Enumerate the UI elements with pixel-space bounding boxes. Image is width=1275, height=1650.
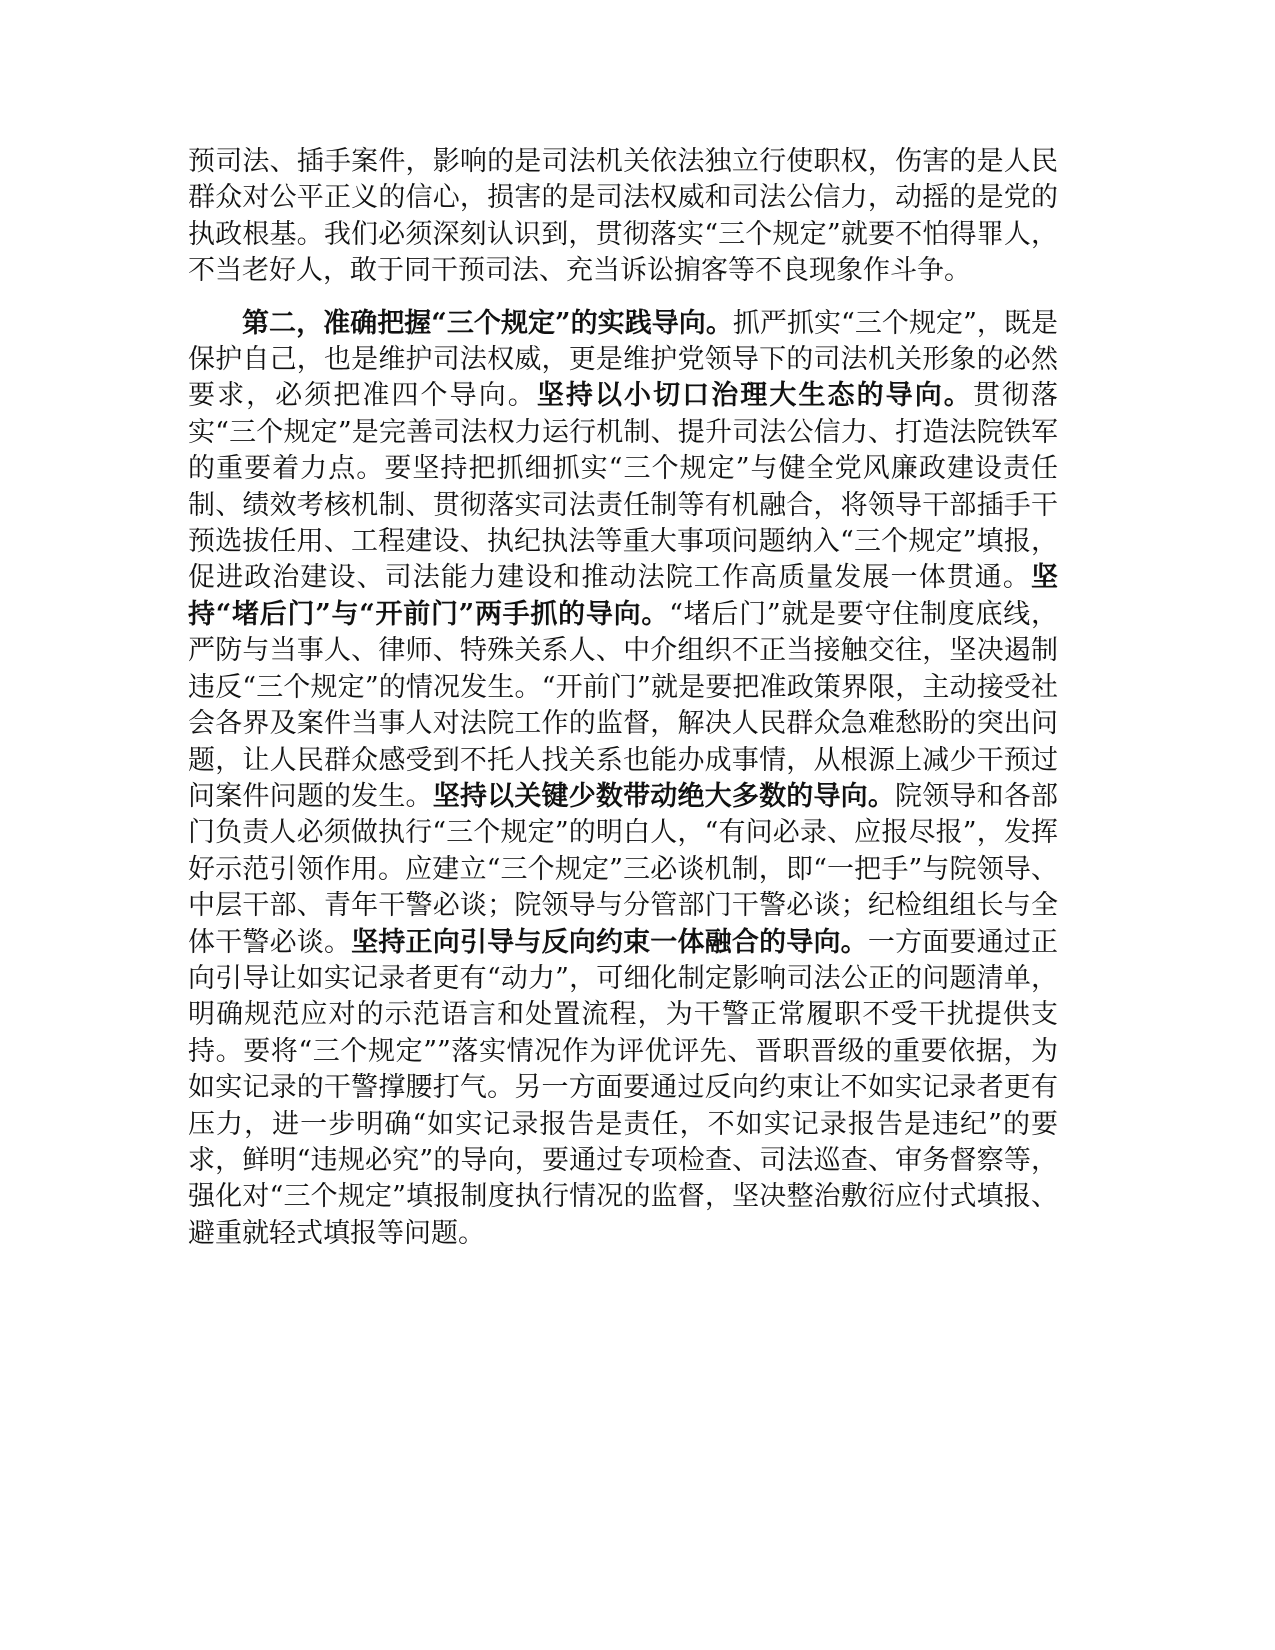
orientation-heading-1: 坚持以小切口治理大生态的导向。 [536, 380, 973, 412]
paragraph-intro-continuation [188, 144, 1058, 290]
paragraph-text: 院领导和各部门负责人必须做执行“三个规定”的明白人，“有问必录、应报尽报”，发挥好示范引领作用。应建立“三个规定”三必谈机制，即“一把手”与院领导、中层干部、青年干警必谈；院领导与分管部门干警必谈；纪检组组长与全体干警必谈。 [188, 780, 1059, 958]
document-page [188, 144, 1058, 1252]
paragraph-second-point [188, 306, 1058, 1253]
paragraph-text: 抓严抓实“三个规定”，既是保护自己，也是维护司法权威，更是维护党领导下的司法机关形象的必然要求，必须把准四个导向。 [188, 307, 1058, 412]
orientation-heading-2: 坚持“堵后门”与“开前门”两手抓的导向。 [188, 562, 1058, 630]
paragraph-text: 贯彻落实“三个规定”是完善司法权力运行机制、提升司法公信力、打造法院铁军的重要着力点。要坚持把抓细抓实“三个规定”与健全党风廉政建设责任制、绩效考核机制、贯彻落实司法责任制等有机融合，将领导干部插手干预选拔任用、工程建设、执纪执法等重大事项问题纳入“三个规定”填报，促进政治建设、司法能力建设和推动法院工作高质量发展一体贯通。 [188, 380, 1059, 594]
paragraph-text: “堵后门”就是要守住制度底线，严防与当事人、律师、特殊关系人、中介组织不正当接触交往，坚决遏制违反“三个规定”的情况发生。“开前门”就是要把准政策界限，主动接受社会各界及案件当事人对法院工作的监督，解决人民群众急难愁盼的突出问题，让人民群众感受到不托人找关系也能办成事情，从根源上减少干预过问案件问题的发生。 [188, 598, 1058, 812]
orientation-heading-3: 坚持以关键少数带动绝大多数的导向。 [432, 780, 896, 812]
orientation-heading-4: 坚持正向引导与反向约束一体融合的导向。 [351, 926, 868, 958]
paragraph-text: 一方面要通过正向引导让如实记录者更有“动力”，可细化制定影响司法公正的问题清单，明确规范应对的示范语言和处置流程，为干警正常履职不受干扰提供支持。要将“三个规定””落实情况作为评优评先、晋职晋级的重要依据，为如实记录的干警撑腰打气。另一方面要通过反向约束让不如实记录者更有压力，进一步明确“如实记录报告是责任，不如实记录报告是违纪”的要求，鲜明“违规必究”的导向，要通过专项检查、司法巡查、审务督察等，强化对“三个规定”填报制度执行情况的监督，坚决整治敷衍应付式填报、避重就轻式填报等问题。 [188, 926, 1059, 1249]
section-heading: 第二，准确把握“三个规定”的实践导向。 [242, 307, 733, 339]
paragraph-text: 预司法、插手案件，影响的是司法机关依法独立行使职权，伤害的是人民群众对公平正义的信心，损害的是司法权威和司法公信力，动摇的是党的执政根基。我们必须深刻认识到，贯彻落实“三个规定”就要不怕得罪人，不当老好人，敢于同干预司法、充当诉讼掮客等不良现象作斗争。 [188, 146, 1058, 287]
